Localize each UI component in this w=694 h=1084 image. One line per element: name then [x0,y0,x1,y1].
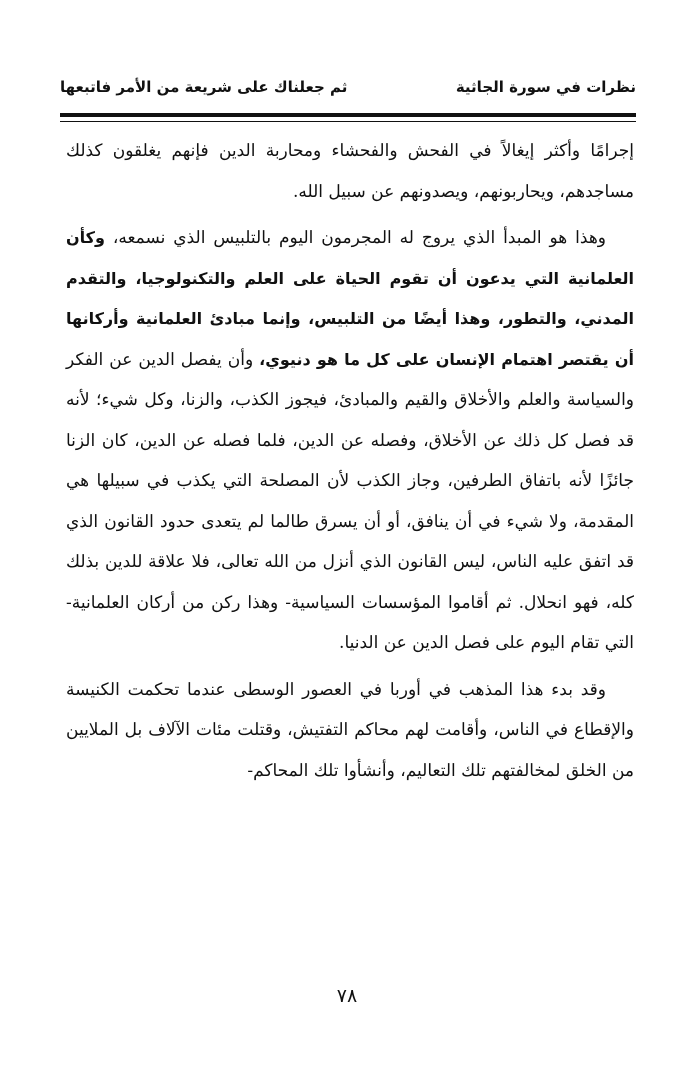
book-title: نظرات في سورة الجاثية [455,78,636,96]
paragraph-2-bold: وكأن العلمانية التي يدعون أن تقوم الحياة على العلم والتكنولوجيا، والتقدم المدني، والتطور، وهذا أيضًا من التلبيس، وإنما مبادئ العلمانية وأركانها أن يقتصر اهتمام الإنسان على كل ما هو دنيوي، [66,228,634,369]
paragraph-1: إجرامًا وأكثر إيغالاً في الفحش والفحشاء ومحاربة الدين فإنهم يغلقون كذلك مساجدهم، ويحاربونهم، ويصدونهم عن سبيل الله. [66,141,634,202]
section-title: ثم جعلناك على شريعة من الأمر فاتبعها [60,78,348,96]
header-rule-thick [60,113,636,117]
paragraph-2-intro: وهذا هو المبدأ الذي يروج له المجرمون اليوم بالتلبيس الذي نسمعه، [112,228,607,248]
paragraph-2-rest: وأن يفصل الدين عن الفكر والسياسة والعلم والأخلاق والقيم والمبادئ، فيجوز الكذب، والزنا، وكل شيء؛ لأنه قد فصل كل ذلك عن الأخلاق، وفصله عن الدين، فلما فصله عن الدين، كان الزنا جائزًا لأنه باتفاق الطرفين، وجاز الكذب لأن المصلحة التي يكذب في سبيلها هي المقدمة، ولا شيء في أن ينافق، أو أن يسرق طالما لم يتعدى حدود القانون الذي قد اتفق عليه الناس، ليس القانون الذي أنزل من الله تعالى، فلا علاقة للدين بذلك كله، فهو انحلال. ثم أقاموا المؤسسات السياسية- وهذا ركن من أركان العلمانية-التي تقام اليوم على فصل الدين عن الدنيا. [66,349,634,653]
paragraph-2 [66,218,634,664]
header-rule-thin [60,121,636,122]
paragraph-3: وقد بدء هذا المذهب في أوربا في العصور الوسطى عندما تحكمت الكنيسة والإقطاع في الناس، وأقامت لهم محاكم التفتيش، وقتلت مئات الآلاف بل الملايين من الخلق لمخالفتهم تلك التعاليم، وأنشأوا تلك المحاكم- [66,679,634,781]
running-header [60,72,636,102]
page-number: ٧٨ [336,985,358,1007]
body-text [66,131,634,797]
